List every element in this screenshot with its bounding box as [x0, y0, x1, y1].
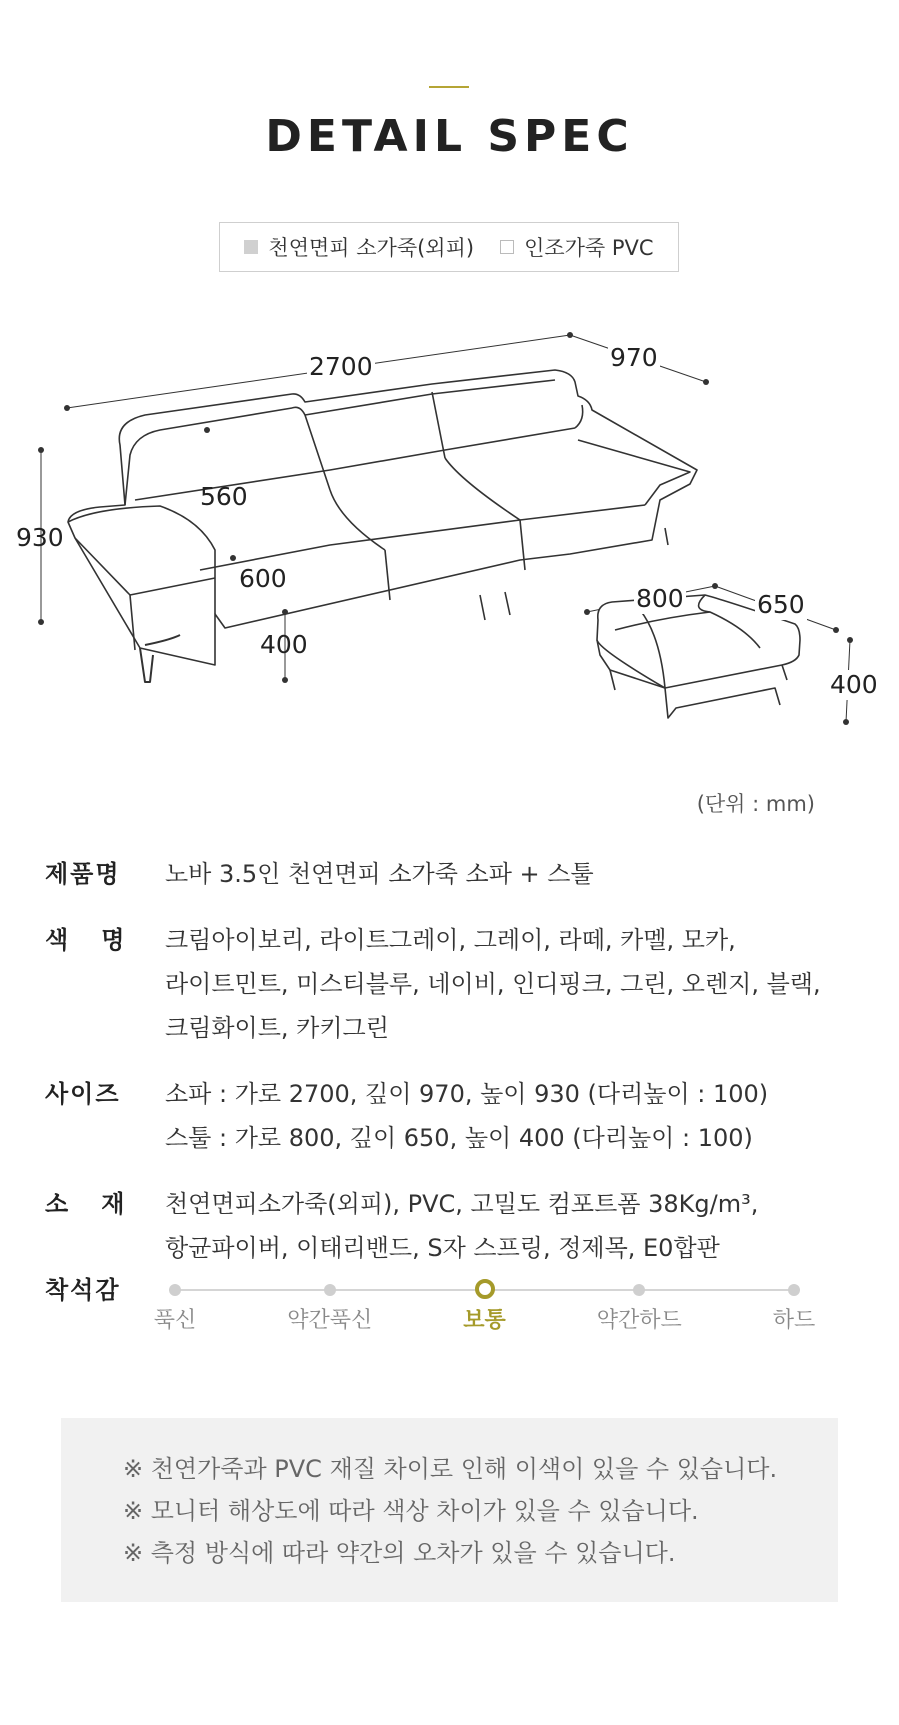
- dim-stool-height-label: 400: [830, 670, 878, 699]
- comfort-level-label: 약간푹신: [287, 1308, 373, 1333]
- color-line: 크림화이트, 카키그린: [165, 1014, 389, 1042]
- spec-label-material: 소 재: [45, 1190, 127, 1218]
- dim-seat-depth-label: 600: [239, 564, 287, 593]
- comfort-dot: [169, 1284, 181, 1296]
- legend-item-leather: [244, 232, 474, 262]
- leather-swatch: [244, 240, 258, 254]
- comfort-level-label: 약간하드: [596, 1308, 682, 1333]
- spec-table: [45, 852, 835, 1292]
- notice-line: ※ 모니터 해상도에 따라 색상 차이가 있을 수 있습니다.: [123, 1497, 699, 1525]
- legend-item-pvc: [500, 232, 654, 262]
- dim-width-label: 2700: [309, 352, 373, 381]
- spec-value-color: [165, 918, 835, 1050]
- spec-label-product: 제품명: [45, 860, 121, 888]
- comfort-dot: [475, 1279, 495, 1299]
- dim-stool-depth-label: 650: [757, 590, 805, 619]
- comfort-level-label: 하드: [772, 1308, 816, 1333]
- size-line: 스툴 : 가로 800, 깊이 650, 높이 400 (다리높이 : 100): [165, 1124, 753, 1152]
- size-line: 소파 : 가로 2700, 깊이 970, 높이 930 (다리높이 : 100): [165, 1080, 769, 1108]
- color-line: 라이트민트, 미스티블루, 네이비, 인디핑크, 그린, 오렌지, 블랙,: [165, 970, 821, 998]
- comfort-dot: [633, 1284, 645, 1296]
- spec-value-size: [165, 1072, 835, 1160]
- spec-row-size: [45, 1072, 835, 1160]
- dim-back-label: 560: [200, 482, 248, 511]
- comfort-label: 착석감: [45, 1276, 121, 1304]
- spec-label-color: 색 명: [45, 926, 127, 954]
- dim-depth-label: 970: [610, 343, 658, 372]
- dim-height-label: 930: [16, 523, 64, 552]
- color-line: 크림아이보리, 라이트그레이, 그레이, 라떼, 카멜, 모카,: [165, 926, 736, 954]
- unit-note: (단위 : mm): [696, 792, 815, 816]
- material-legend: [219, 222, 679, 272]
- comfort-level-label: 푹신: [153, 1308, 197, 1333]
- notice-line: ※ 천연가죽과 PVC 재질 차이로 인해 이색이 있을 수 있습니다.: [123, 1455, 778, 1483]
- pvc-swatch: [500, 240, 514, 254]
- dim-stool-width-label: 800: [636, 584, 684, 613]
- sofa-dimension-drawing: [0, 310, 899, 760]
- comfort-level-label: 보통: [463, 1308, 506, 1333]
- notice-box: [61, 1418, 838, 1602]
- title-accent-line: [429, 86, 469, 88]
- spec-value-product: [165, 852, 835, 896]
- spec-row-product: [45, 852, 835, 896]
- spec-row-color: [45, 918, 835, 1050]
- legend-label-pvc: 인조가죽 PVC: [524, 236, 654, 260]
- material-line: 천연면피소가죽(외피), PVC, 고밀도 컴포트폼 38Kg/m³,: [165, 1190, 759, 1218]
- comfort-dot: [788, 1284, 800, 1296]
- comfort-dot: [324, 1284, 336, 1296]
- spec-label-size: 사이즈: [45, 1080, 121, 1108]
- spec-row-material: [45, 1182, 835, 1270]
- product-name: 노바 3.5인 천연면피 소가죽 소파 + 스툴: [165, 860, 594, 888]
- page-title: DETAIL SPEC: [265, 111, 634, 162]
- notice-line: ※ 측정 방식에 따라 약간의 오차가 있을 수 있습니다.: [123, 1539, 676, 1567]
- legend-label-leather: 천연면피 소가죽(외피): [268, 236, 475, 260]
- spec-value-material: [165, 1182, 835, 1270]
- dim-seat-height-label: 400: [260, 630, 308, 659]
- material-line: 항균파이버, 이태리밴드, S자 스프링, 정제목, E0합판: [165, 1234, 720, 1262]
